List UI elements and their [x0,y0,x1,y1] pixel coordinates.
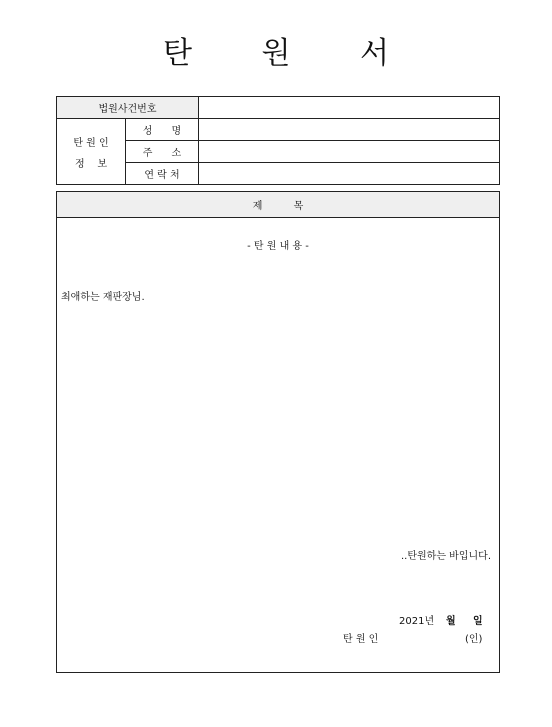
subject-header: 제 목 [57,192,499,218]
case-number-field[interactable] [199,97,499,118]
address-label: 주 소 [142,148,182,159]
greeting-text[interactable]: 최애하는 재판장님. [61,292,145,303]
date-day: 일 [473,616,483,627]
contact-field[interactable] [199,163,499,184]
petitioner-label-line1: 탄 원 인 [73,137,109,149]
document-title: 탄 원 서 [162,36,419,71]
closing-text[interactable]: ..탄원하는 바입니다. [401,551,491,562]
content-heading: - 탄 원 내 용 - [247,241,309,252]
contact-label: 연 락 처 [144,170,180,181]
signer-label: 탄 원 인 [343,634,379,645]
address-field[interactable] [199,141,499,162]
petitioner-label-line2: 정 보 [74,158,108,170]
name-label: 성 명 [142,126,182,137]
petitioner-info-label [57,119,125,184]
name-field[interactable] [199,119,499,140]
seal-mark: (인) [465,634,483,645]
date-year: 2021년 [399,616,435,627]
petitioner-info-table [56,96,500,185]
petition-body [56,191,500,673]
case-number-label: 법원사건번호 [57,97,198,118]
date-month: 월 [446,616,456,627]
